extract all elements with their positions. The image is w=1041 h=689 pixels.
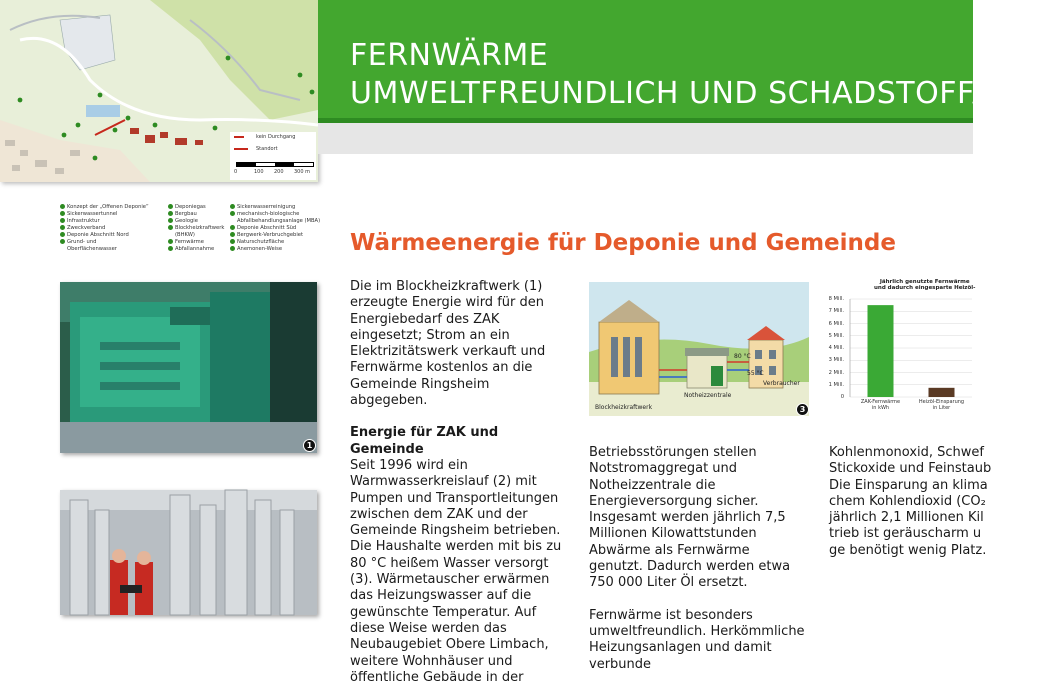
chart-y-tick-label: 5 Mill. (828, 332, 844, 339)
legend-number-marker (60, 232, 65, 237)
legend-number-marker (60, 218, 65, 223)
map-legend-box (230, 132, 316, 180)
article-line: trieb ist geräuscharm u (829, 526, 982, 542)
legend-number-marker (168, 218, 173, 223)
chart-bar (929, 388, 955, 397)
legend-item-label: Deponie Abschnitt Nord (67, 232, 129, 238)
banner-stripe (318, 118, 973, 123)
scale-label-100: 100 (254, 169, 264, 175)
pipes-drawing (60, 490, 317, 615)
article-column-2 (589, 445, 807, 689)
title-banner (318, 0, 1041, 118)
page-title-line1: FERNWÄRME (350, 38, 549, 73)
legend-item-label: mechanisch-biologische (237, 211, 300, 217)
legend-column-2 (168, 204, 224, 253)
article-line: chem Kohlendioxid (CO₂ (829, 493, 986, 509)
legend-item-label: Grund- und (67, 239, 97, 245)
legend-number-marker (230, 246, 235, 251)
legend-number-marker (230, 204, 235, 209)
chart-title-line2: und dadurch eingesparte Heizöl- (874, 285, 976, 291)
legend-no-passage: kein Durchgang (256, 134, 296, 140)
legend-item-label: Fernwärme (175, 239, 204, 245)
legend-item-label: Oberflächenwasser (67, 246, 117, 252)
article-line: Kohlenmonoxid, Schwef (829, 445, 984, 460)
pipes-workers-photo (60, 490, 317, 615)
legend-item (168, 225, 224, 232)
chart-x-tick-label-line: in kWh (871, 405, 890, 411)
chart-x-tick-label (851, 399, 911, 411)
legend-item (60, 218, 149, 225)
temp-cold-label: 55 °C (747, 370, 764, 377)
article-paragraph-1: Die im Blockheizkraftwerk (1) erzeugte Energie wird für den Energiebedarf des ZAK eingesetzt; Strom an ein Elektrizitätswerk verkauft und Fernwärme kostenlos an die Gemeinde Ringsheim abgegeben. (350, 279, 546, 409)
legend-item-label: Deponie Abschnitt Süd (237, 225, 297, 231)
consumer-label: Verbraucher (763, 380, 800, 387)
legend-number-marker (230, 225, 235, 230)
article-subheading: Energie für ZAK und Gemeinde (350, 425, 499, 457)
legend-number-marker (168, 204, 173, 209)
engine-drawing (60, 282, 317, 453)
legend-item-label: Naturschutzfläche (237, 239, 285, 245)
legend-item (230, 232, 320, 239)
chart-y-tick-label: 6 Mill. (828, 320, 844, 327)
article-paragraph-2: Seit 1996 wird ein Warmwasserkreislauf (2) mit Pumpen und Transportleitungen zwischen dem ZAK und der Gemeinde Ringsheim betrieben. Die Haushalte werden mit bis zu 80 °C heißem Wasser versorgt (3). Wärmetauscher erwärmen das Heizungswasser auf die gewünschte Temperatur. Auf diese Weise werden das Neubaugebiet Obere Limbach, weitere Wohnhäuser und öffentliche Gebäude in der (350, 457, 562, 685)
legend-location: Standort (256, 146, 278, 152)
chart-y-tick-label: 2 Mill. (828, 369, 844, 376)
legend-item-label: Infrastruktur (67, 218, 100, 224)
chart-x-tick-label-line: in Liter (932, 405, 951, 411)
chart-y-tick-label: 4 Mill. (828, 345, 844, 351)
legend-column-3 (230, 204, 320, 253)
legend-item (168, 246, 224, 253)
legend-item (230, 211, 320, 218)
bhkw-engine-photo (60, 282, 317, 453)
legend-item (60, 239, 149, 246)
legend-item-label: Abfallbehandlungsanlage (MBA) (237, 218, 321, 224)
legend-item-label: Abfallannahme (175, 246, 215, 252)
legend-item-label: Sickerwassertunnel (67, 211, 118, 217)
scale-bar (236, 162, 314, 167)
article-line: ge benötigt wenig Platz. (829, 542, 987, 558)
legend-item (60, 204, 149, 211)
legend-item-label: Bergbau (175, 211, 197, 217)
legend-number-marker (60, 239, 65, 244)
article-line: Die Einsparung an klima (829, 477, 988, 493)
legend-number-marker (60, 225, 65, 230)
legend-column-1 (60, 204, 149, 253)
header-shade (318, 118, 973, 154)
legend-number-marker (168, 225, 173, 230)
scale-label-300: 300 m (294, 169, 311, 175)
chart-title-line1: Jährlich genutzte Fernwärme (879, 279, 970, 285)
legend-number-marker (60, 204, 65, 209)
scale-label-200: 200 (274, 169, 284, 175)
legend-item (60, 232, 149, 239)
legend-number-marker (168, 239, 173, 244)
article-headline: Wärmeenergie für Deponie und Gemeinde (350, 230, 896, 256)
legend-item-label: Deponiegas (175, 204, 206, 210)
photo-badge-1: 1 (303, 439, 316, 452)
legend-number-marker (230, 232, 235, 237)
legend-item (168, 218, 224, 225)
legend-number-marker (168, 211, 173, 216)
bhkw-label: Blockheizkraftwerk (595, 404, 653, 411)
district-heating-illustration (589, 282, 809, 416)
legend-number-marker (230, 239, 235, 244)
legend-item (60, 225, 149, 232)
location-arrow-icon (234, 148, 248, 150)
legend-item-label: Geologie (175, 218, 198, 224)
scale-label-0: 0 (234, 169, 238, 175)
page-title-line2: UMWELTFREUNDLICH UND SCHADSTOFFARM (350, 76, 1041, 111)
legend-item (168, 204, 224, 211)
legend-item (230, 239, 320, 246)
legend-item (230, 204, 320, 211)
article-paragraph-3: Betriebsstörungen stellen Notstromaggregat und Notheizzentrale die Energieversorgung sicher. Insgesamt werden jährlich 7,5 Millionen Kilowattstunden Abwärme als Fernwärme genutzt. Dadurch werden etwa 750 000 Liter Öl ersetzt. (589, 445, 791, 591)
legend-item (230, 225, 320, 232)
heating-bar-chart (822, 279, 976, 417)
article-line: jährlich 2,1 Millionen Kil (829, 510, 984, 526)
legend-item-label: Anemonen-Weise (237, 246, 283, 252)
chart-plot (822, 279, 976, 417)
chart-x-tick-label (912, 399, 972, 411)
chart-y-tick-label: 3 Mill. (828, 357, 844, 364)
illustration-badge: 3 (796, 403, 809, 416)
legend-item (168, 211, 224, 218)
legend-item (60, 211, 149, 218)
legend-number-marker (230, 211, 235, 216)
legend-item (168, 239, 224, 246)
chart-y-tick-label: 0 (840, 394, 844, 400)
legend-item-label: Konzept der „Offenen Deponie“ (67, 204, 149, 210)
legend-item-label: Sickerwasserreinigung (237, 204, 296, 210)
article-column-1 (350, 279, 566, 686)
legend-item (60, 246, 149, 253)
legend-item-label: Blockheizkraftwerk (175, 225, 225, 231)
legend-item-label: (BHKW) (175, 232, 195, 238)
article-section-energy (350, 425, 566, 686)
notheizzentrale-label: Notheizzentrale (684, 392, 732, 399)
article-column-3 (829, 445, 992, 559)
legend-item-label: Bergwerk-Verbruchgebiet (237, 232, 303, 238)
legend-item (168, 232, 224, 239)
chart-x-tick-label-line: Heizöl-Einsparung (918, 399, 965, 405)
temp-hot-label: 80 °C (734, 353, 751, 360)
legend-number-marker (168, 246, 173, 251)
chart-y-tick-label: 7 Mill. (828, 308, 844, 315)
legend-item-label: Zweckverband (67, 225, 106, 231)
legend-number-marker (60, 211, 65, 216)
chart-bar (868, 305, 894, 397)
legend-item (230, 246, 320, 253)
legend-item (230, 218, 320, 225)
chart-y-tick-label: 1 Mill. (828, 381, 844, 388)
no-passage-symbol (234, 136, 244, 138)
article-paragraph-4: Fernwärme ist besonders umweltfreundlich. Herkömmliche Heizungsanlagen und damit verbunde (589, 607, 805, 672)
chart-y-tick-label: 8 Mill. (828, 296, 844, 302)
article-line: Stickoxide und Feinstaub (829, 461, 992, 477)
site-map (0, 0, 318, 182)
chart-x-tick-label-line: ZAK-Fernwärme (860, 399, 901, 405)
